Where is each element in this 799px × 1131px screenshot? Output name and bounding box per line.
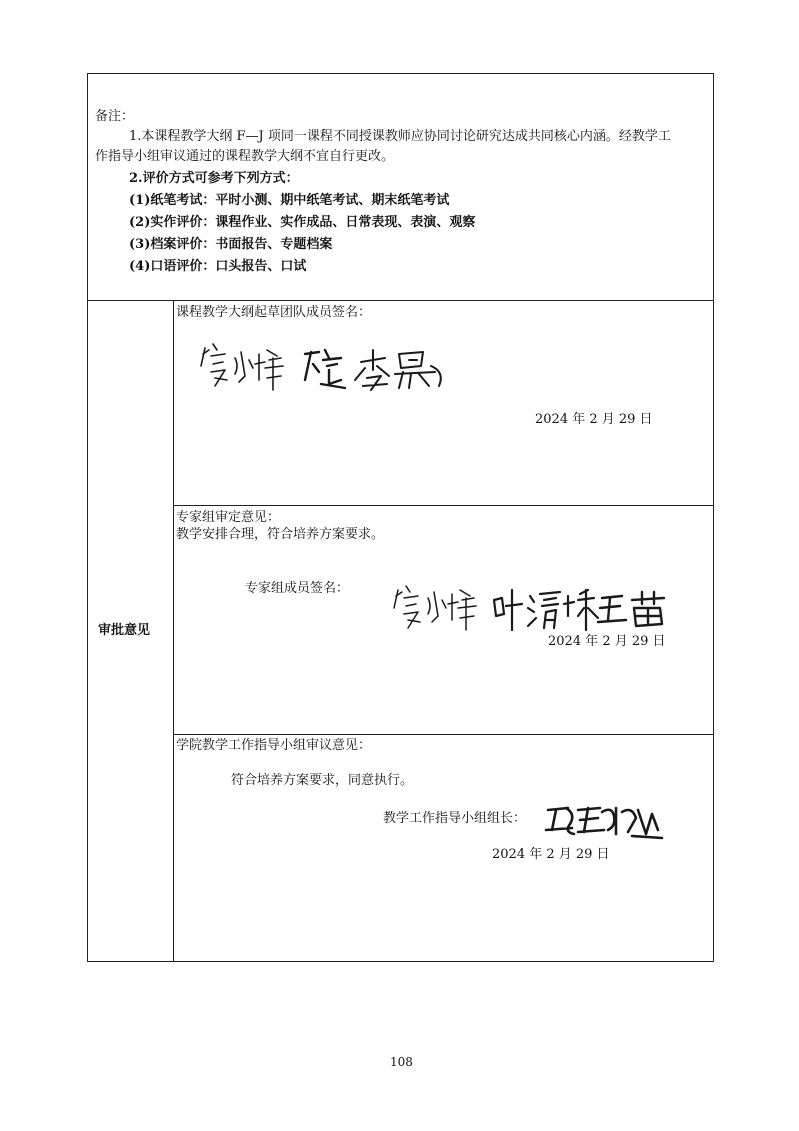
college-group-label: 学院教学工作指导小组审议意见： [176, 738, 372, 753]
expert-group-label: 专家组审定意见： [176, 510, 281, 525]
table-bottom-border [87, 961, 714, 962]
page-number: 108 [390, 1055, 413, 1069]
notes-item1-line2: 作指导小组审议通过的课程教学大纲不宜自行更改。 [95, 149, 395, 164]
drafting-team-date: 2024 年 2 月 29 日 [535, 412, 653, 427]
drafting-bottom-border [173, 505, 714, 506]
drafting-team-label: 课程教学大纲起草团队成员签名： [176, 305, 372, 320]
method-item: (3)档案评价：书面报告、专题档案 [129, 237, 333, 252]
approval-row-label: 审批意见 [98, 623, 151, 638]
expert-bottom-border [173, 734, 714, 735]
college-leader-signature [542, 800, 666, 844]
college-signature-label: 教学工作指导小组组长： [383, 811, 527, 826]
college-group-opinion: 符合培养方案要求，同意执行。 [231, 773, 414, 788]
method-item: (4)口语评价：口头报告、口试 [129, 259, 307, 274]
notes-bottom-border [87, 300, 714, 301]
college-group-date: 2024 年 2 月 29 日 [492, 847, 610, 862]
notes-heading: 备注： [95, 109, 135, 124]
label-column-divider [173, 300, 174, 962]
method-item: (1)纸笔考试：平时小测、期中纸笔考试、期末纸笔考试 [129, 193, 450, 208]
expert-group-opinion: 教学安排合理，符合培养方案要求。 [176, 527, 385, 542]
method-item: (2)实作评价：课程作业、实作成品、日常表现、表演、观察 [129, 215, 476, 230]
notes-item1-line1: 1.本课程教学大纲 F—J 项同一课程不同授课教师应协同讨论研究达成共同核心内涵。经教学工 [129, 129, 671, 144]
expert-group-date: 2024 年 2 月 29 日 [548, 634, 666, 649]
table-top-border [87, 73, 714, 74]
expert-group-signatures [388, 576, 684, 636]
table-right-border [713, 73, 714, 962]
drafting-team-signatures [195, 336, 455, 396]
expert-signature-label: 专家组成员签名： [245, 581, 350, 596]
table-left-border [87, 73, 88, 962]
notes-item2: 2.评价方式可参考下列方式： [129, 171, 299, 186]
